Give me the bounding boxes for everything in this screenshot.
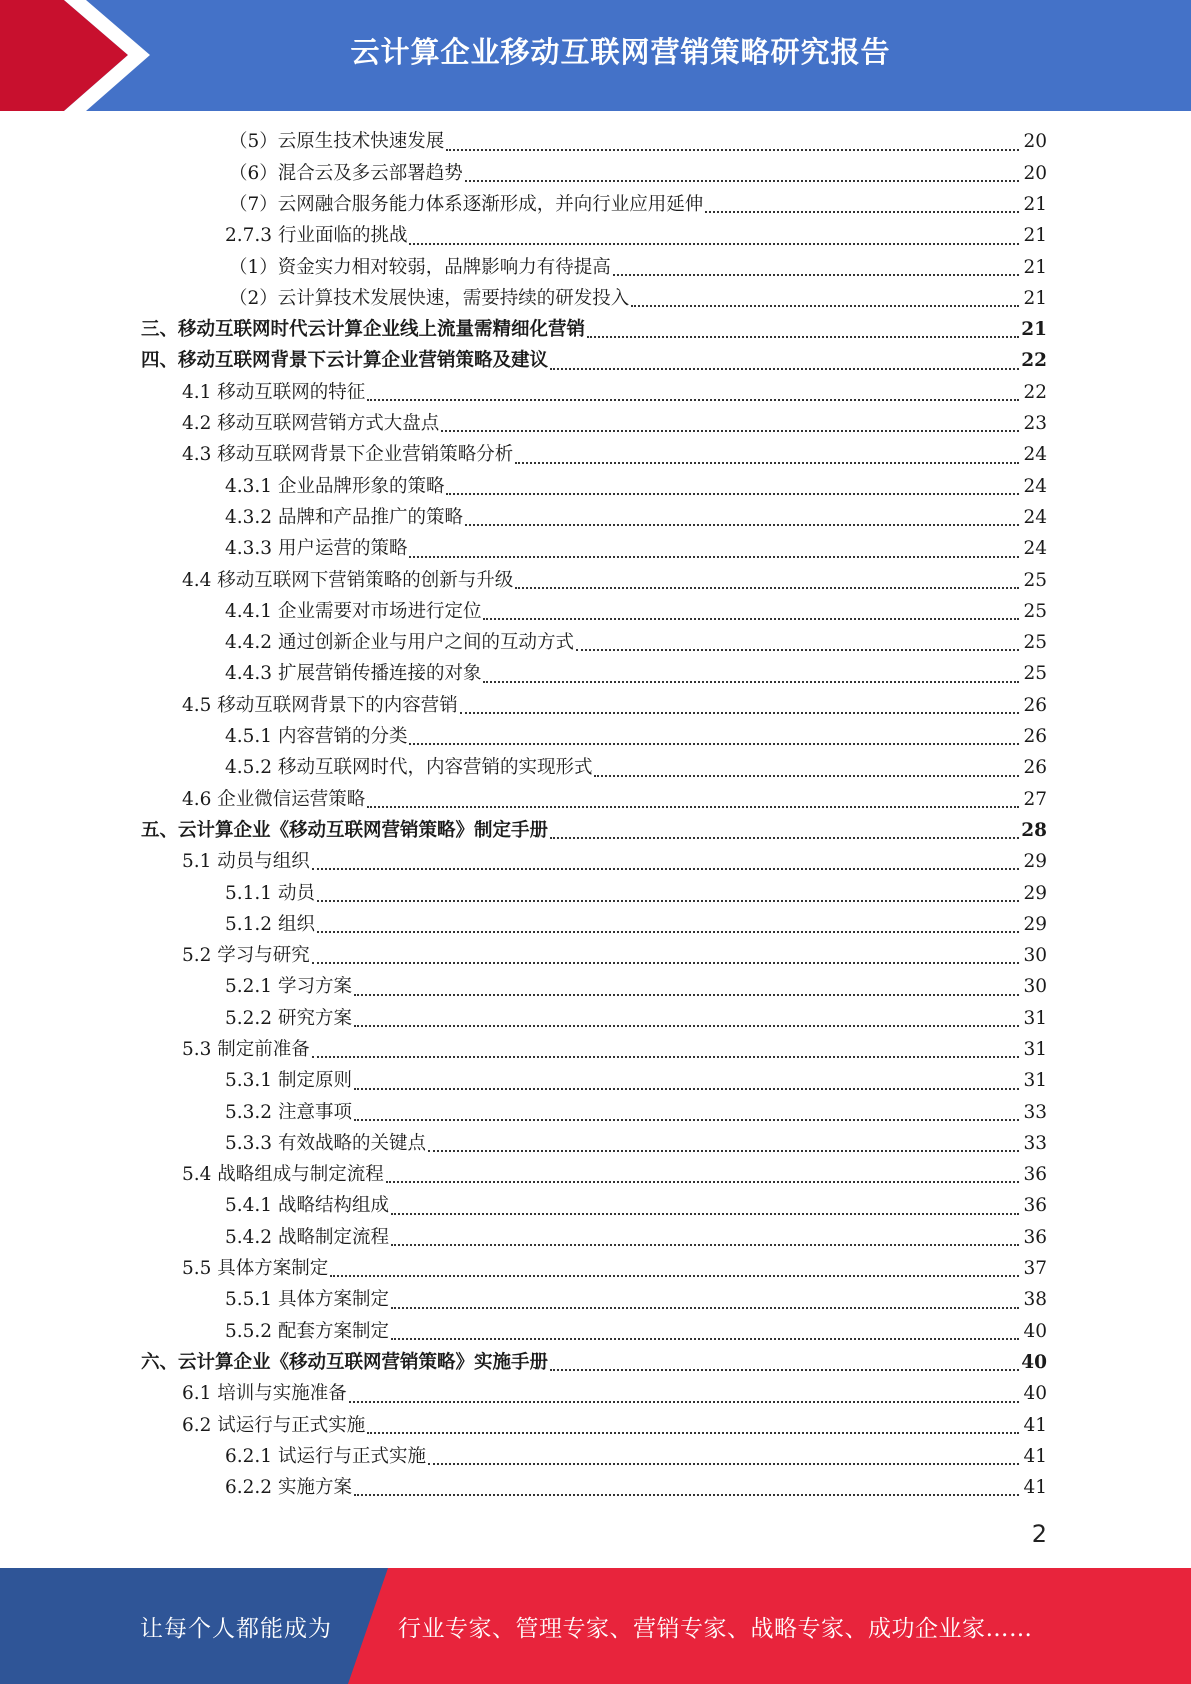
footer-slogan-right: 行业专家、管理专家、营销专家、战略专家、成功企业家……: [398, 1615, 1033, 1642]
toc-entry-page: 31: [1023, 1007, 1047, 1029]
toc-entry-label: （2）云计算技术发展快速，需要持续的研发投入: [229, 287, 630, 309]
toc-entry[interactable]: [0, 127, 1191, 158]
toc-entry[interactable]: [0, 941, 1191, 972]
toc-entry-label: （6）混合云及多云部署趋势: [229, 162, 463, 184]
toc-dot-leader: [349, 1397, 1019, 1403]
toc-entry[interactable]: [0, 252, 1191, 283]
toc-entry-label: 5.3.1 制定原则: [225, 1070, 352, 1092]
toc-entry[interactable]: [0, 1316, 1191, 1347]
toc-entry-page: 21: [1023, 225, 1047, 247]
toc-dot-leader: [312, 958, 1019, 964]
toc-dot-leader: [594, 771, 1019, 777]
toc-entry-page: 25: [1023, 569, 1047, 591]
toc-entry-label: 六、云计算企业《移动互联网营销策略》实施手册: [141, 1351, 549, 1373]
toc-entry-label: 4.6 企业微信运营策略: [182, 788, 366, 810]
toc-entry-page: 36: [1023, 1226, 1047, 1248]
toc-entry-label: 4.4.2 通过创新企业与用户之间的互动方式: [225, 632, 574, 654]
toc-entry[interactable]: [0, 753, 1191, 784]
toc-dot-leader: [515, 583, 1019, 589]
toc-dot-leader: [354, 1490, 1019, 1496]
toc-entry-label: 5.1 动员与组织: [182, 851, 310, 873]
toc-entry-page: 21: [1023, 287, 1047, 309]
toc-dot-leader: [312, 864, 1019, 870]
toc-entry-label: 4.3.3 用户运营的策略: [225, 538, 408, 560]
toc-entry[interactable]: [0, 283, 1191, 314]
toc-dot-leader: [446, 489, 1019, 495]
toc-entry-page: 41: [1023, 1445, 1047, 1467]
toc-entry[interactable]: [0, 659, 1191, 690]
report-title: 云计算企业移动互联网营销策略研究报告: [350, 34, 891, 69]
toc-dot-leader: [550, 364, 1019, 370]
toc-entry-label: （1）资金实力相对较弱，品牌影响力有待提高: [229, 256, 611, 278]
toc-entry[interactable]: [0, 1129, 1191, 1160]
toc-entry[interactable]: [0, 503, 1191, 534]
toc-dot-leader: [391, 1334, 1019, 1340]
toc-entry[interactable]: [0, 878, 1191, 909]
toc-entry-page: 26: [1023, 757, 1047, 779]
toc-entry[interactable]: [0, 377, 1191, 408]
toc-entry[interactable]: [0, 190, 1191, 221]
toc-entry-page: 29: [1023, 851, 1047, 873]
toc-entry-label: 5.1.2 组织: [225, 913, 315, 935]
toc-entry-label: 5.5.2 配套方案制定: [225, 1320, 389, 1342]
toc-dot-leader: [446, 145, 1019, 151]
toc-dot-leader: [550, 1365, 1019, 1371]
toc-dot-leader: [409, 739, 1019, 745]
toc-entry-page: 38: [1023, 1289, 1047, 1311]
toc-entry[interactable]: [0, 1160, 1191, 1191]
toc-entry-page: 33: [1023, 1101, 1047, 1123]
toc-entry[interactable]: [0, 565, 1191, 596]
toc-entry-page: 31: [1023, 1039, 1047, 1060]
toc-entry[interactable]: [0, 909, 1191, 940]
toc-dot-leader: [705, 207, 1019, 213]
toc-entry-page: 25: [1023, 632, 1047, 654]
toc-entry[interactable]: [0, 1191, 1191, 1222]
toc-entry-page: 21: [1023, 256, 1047, 278]
toc-entry[interactable]: [0, 1441, 1191, 1472]
toc-entry-page: 24: [1023, 538, 1047, 560]
toc-entry-label: 6.2.2 实施方案: [225, 1477, 352, 1499]
toc-entry-page: 41: [1023, 1414, 1047, 1436]
toc-entry-page: 20: [1023, 162, 1047, 184]
page-header: [0, 0, 1191, 111]
toc-dot-leader: [409, 239, 1019, 245]
toc-dot-leader: [576, 645, 1019, 651]
toc-entry-page: 23: [1023, 413, 1047, 435]
toc-entry-label: 三、移动互联网时代云计算企业线上流量需精细化营销: [141, 319, 586, 341]
toc-dot-leader: [428, 1146, 1019, 1152]
toc-entry[interactable]: [0, 1473, 1191, 1504]
toc-entry-page: 31: [1023, 1070, 1047, 1092]
toc-entry[interactable]: [0, 1379, 1191, 1410]
toc-dot-leader: [317, 896, 1019, 902]
toc-entry[interactable]: [0, 534, 1191, 565]
toc-entry-page: 26: [1023, 726, 1047, 748]
toc-dot-leader: [460, 708, 1019, 714]
toc-dot-leader: [312, 1052, 1019, 1058]
toc-entry-page: 41: [1023, 1477, 1047, 1499]
toc-dot-leader: [354, 1021, 1019, 1027]
toc-dot-leader: [465, 176, 1019, 182]
toc-dot-leader: [391, 1209, 1019, 1215]
toc-dot-leader: [367, 802, 1019, 808]
toc-entry[interactable]: [0, 972, 1191, 1003]
toc-entry-page: 29: [1023, 913, 1047, 935]
toc-entry-label: （7）云网融合服务能力体系逐渐形成，并向行业应用延伸: [229, 193, 704, 215]
toc-dot-leader: [465, 520, 1019, 526]
toc-entry-label: 5.4 战略组成与制定流程: [182, 1164, 384, 1186]
toc-entry-label: 5.3.2 注意事项: [225, 1101, 352, 1123]
toc-entry-label: 4.3.1 企业品牌形象的策略: [225, 475, 445, 497]
toc-entry-page: 20: [1023, 131, 1047, 153]
toc-entry-page: 30: [1023, 976, 1047, 998]
toc-entry[interactable]: [0, 690, 1191, 721]
toc-entry-label: 4.3 移动互联网背景下企业营销策略分析: [182, 444, 514, 466]
toc-entry[interactable]: [0, 221, 1191, 252]
toc-entry-label: 4.4 移动互联网下营销策略的创新与升级: [182, 569, 514, 591]
toc-entry-page: 21: [1021, 319, 1047, 341]
toc-entry[interactable]: [0, 409, 1191, 440]
toc-dot-leader: [317, 927, 1019, 933]
toc-entry[interactable]: [0, 1285, 1191, 1316]
toc-dot-leader: [409, 552, 1019, 558]
toc-dot-leader: [354, 990, 1019, 996]
toc-entry-page: 25: [1023, 600, 1047, 622]
toc-entry-page: 24: [1023, 475, 1047, 497]
toc-entry[interactable]: [0, 1003, 1191, 1034]
toc-dot-leader: [587, 332, 1019, 338]
toc-entry[interactable]: [0, 1254, 1191, 1285]
toc-entry-page: 36: [1023, 1195, 1047, 1217]
toc-entry-label: 5.3 制定前准备: [182, 1039, 310, 1060]
toc-entry[interactable]: [0, 1066, 1191, 1097]
toc-entry[interactable]: [0, 784, 1191, 815]
toc-entry-page: 26: [1023, 694, 1047, 716]
toc-entry-page: 33: [1023, 1132, 1047, 1154]
toc-entry-label: 6.2 试运行与正式实施: [182, 1414, 366, 1436]
toc-entry-label: 4.4.3 扩展营销传播连接的对象: [225, 663, 482, 685]
toc-entry[interactable]: [0, 440, 1191, 471]
toc-entry[interactable]: [0, 1348, 1191, 1379]
toc-dot-leader: [483, 614, 1019, 620]
toc-entry-page: 37: [1023, 1258, 1047, 1280]
toc-entry-label: 4.5 移动互联网背景下的内容营销: [182, 694, 458, 716]
toc-entry[interactable]: [0, 722, 1191, 753]
toc-entry[interactable]: [0, 1222, 1191, 1253]
toc-dot-leader: [330, 1271, 1019, 1277]
toc-entry-page: 30: [1023, 945, 1047, 967]
toc-dot-leader: [367, 395, 1019, 401]
page-number: 2: [1031, 1520, 1047, 1548]
toc-dot-leader: [391, 1303, 1019, 1309]
page-footer: [0, 1568, 1191, 1684]
toc-entry-label: 五、云计算企业《移动互联网营销策略》制定手册: [141, 819, 549, 841]
toc-entry[interactable]: [0, 596, 1191, 627]
toc-dot-leader: [515, 458, 1019, 464]
toc-entry-label: 5.2.2 研究方案: [225, 1007, 352, 1029]
toc-entry-label: 4.3.2 品牌和产品推广的策略: [225, 506, 463, 528]
toc-entry-label: 6.1 培训与实施准备: [182, 1383, 347, 1405]
toc-dot-leader: [386, 1177, 1019, 1183]
toc-entry-label: 5.4.1 战略结构组成: [225, 1195, 389, 1217]
toc-dot-leader: [631, 301, 1019, 307]
toc-entry-page: 24: [1023, 444, 1047, 466]
toc-entry-label: 5.5.1 具体方案制定: [225, 1289, 389, 1311]
toc-entry-label: 4.2 移动互联网营销方式大盘点: [182, 413, 440, 435]
toc-entry-label: 四、移动互联网背景下云计算企业营销策略及建议: [141, 350, 549, 372]
toc-entry-page: 28: [1021, 819, 1047, 841]
toc-entry-label: 5.3.3 有效战略的关键点: [225, 1132, 426, 1154]
toc-entry-label: 5.2 学习与研究: [182, 945, 310, 967]
toc-entry[interactable]: [0, 1410, 1191, 1441]
toc-dot-leader: [354, 1084, 1019, 1090]
toc-entry-page: 22: [1021, 350, 1047, 372]
toc-entry-page: 36: [1023, 1164, 1047, 1186]
toc-dot-leader: [550, 833, 1019, 839]
toc-entry-label: 4.4.1 企业需要对市场进行定位: [225, 600, 482, 622]
toc-entry-page: 40: [1021, 1351, 1047, 1373]
toc-entry-label: 5.2.1 学习方案: [225, 976, 352, 998]
toc-entry-label: 5.4.2 战略制定流程: [225, 1226, 389, 1248]
toc-entry-label: （5）云原生技术快速发展: [229, 131, 445, 153]
toc-entry[interactable]: [0, 1097, 1191, 1128]
toc-entry[interactable]: [0, 158, 1191, 189]
toc-entry[interactable]: [0, 816, 1191, 847]
toc-dot-leader: [483, 677, 1019, 683]
toc-entry[interactable]: [0, 315, 1191, 346]
toc-entry-page: 27: [1023, 788, 1047, 810]
toc-entry[interactable]: [0, 628, 1191, 659]
toc-entry[interactable]: [0, 471, 1191, 502]
toc-entry-page: 40: [1023, 1383, 1047, 1405]
table-of-contents: [0, 127, 1191, 1504]
toc-entry-label: 5.5 具体方案制定: [182, 1258, 329, 1280]
toc-entry[interactable]: [0, 1035, 1191, 1066]
toc-entry-label: 4.1 移动互联网的特征: [182, 381, 366, 403]
toc-dot-leader: [428, 1459, 1019, 1465]
toc-entry[interactable]: [0, 847, 1191, 878]
toc-entry-page: 40: [1023, 1320, 1047, 1342]
toc-entry-page: 25: [1023, 663, 1047, 685]
toc-entry-label: 6.2.1 试运行与正式实施: [225, 1445, 426, 1467]
toc-entry-label: 4.5.1 内容营销的分类: [225, 726, 408, 748]
toc-entry-page: 24: [1023, 506, 1047, 528]
toc-entry[interactable]: [0, 346, 1191, 377]
toc-dot-leader: [441, 426, 1019, 432]
toc-entry-page: 21: [1023, 193, 1047, 215]
toc-dot-leader: [367, 1428, 1019, 1434]
toc-entry-page: 22: [1023, 381, 1047, 403]
toc-entry-label: 4.5.2 移动互联网时代，内容营销的实现形式: [225, 757, 593, 779]
toc-dot-leader: [354, 1115, 1019, 1121]
toc-entry-label: 2.7.3 行业面临的挑战: [225, 225, 408, 247]
toc-dot-leader: [613, 270, 1019, 276]
toc-entry-page: 29: [1023, 882, 1047, 904]
header-chevron-decoration: [0, 0, 150, 111]
toc-entry-label: 5.1.1 动员: [225, 882, 315, 904]
toc-dot-leader: [391, 1240, 1019, 1246]
footer-slogan-left: 让每个人都能成为: [140, 1615, 332, 1642]
